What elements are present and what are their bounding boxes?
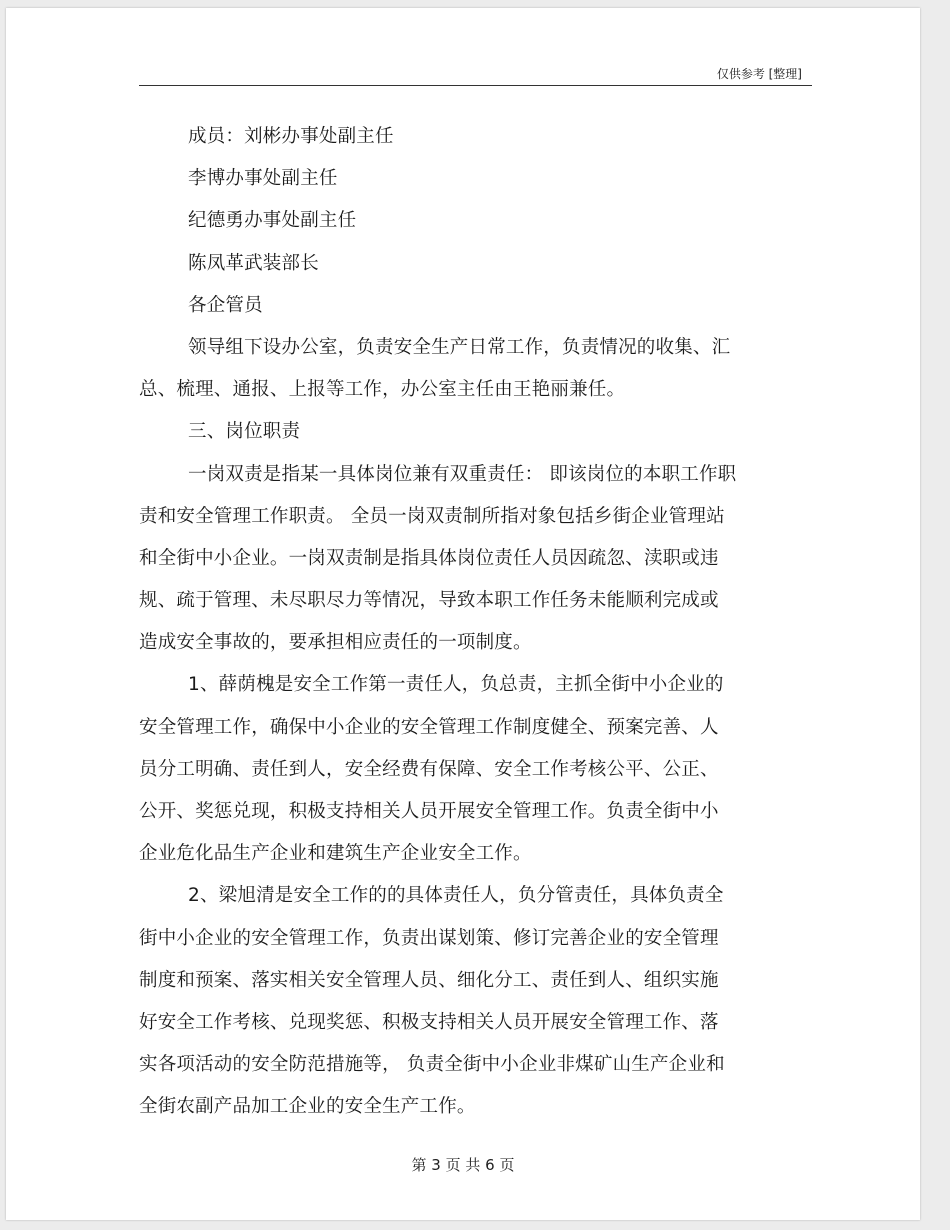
- document-body: [139, 116, 799, 1129]
- text-line: 好安全工作考核、兑现奖惩、积极支持相关人员开展安全管理工作、落: [139, 1011, 719, 1033]
- text-line: 企业危化品生产企业和建筑生产企业安全工作。: [139, 843, 532, 865]
- text-line: 造成安全事故的，要承担相应责任的一项制度。: [139, 632, 532, 654]
- document-page: [6, 8, 920, 1220]
- text-line: 纪德勇办事处副主任: [188, 210, 357, 232]
- text-line: 1、薛荫槐是安全工作第一责任人，负总责，主抓全街中小企业的: [188, 674, 724, 696]
- text-line: 制度和预案、落实相关安全管理人员、细化分工、责任到人、组织实施: [139, 969, 719, 991]
- text-line: 实各项活动的安全防范措施等， 负责全街中小企业非煤矿山生产企业和: [139, 1054, 725, 1076]
- text-line: 规、疏于管理、未尽职尽力等情况，导致本职工作任务未能顺利完成或: [139, 590, 719, 612]
- text-line: 成员：刘彬办事处副主任: [188, 126, 394, 147]
- text-line: 一岗双责是指某一具体岗位兼有双重责任： 即该岗位的本职工作职: [188, 463, 737, 485]
- text-line: 2、梁旭清是安全工作的的具体责任人，负分管责任，具体负责全: [188, 885, 724, 907]
- text-line: 各企管员: [188, 294, 263, 316]
- section-heading: 三、岗位职责: [188, 421, 301, 443]
- text-line: 李博办事处副主任: [188, 168, 338, 190]
- text-line: 总、梳理、通报、上报等工作，办公室主任由王艳丽兼任。: [139, 379, 626, 401]
- header-divider: [139, 85, 812, 86]
- text-line: 街中小企业的安全管理工作，负责出谋划策、修订完善企业的安全管理: [139, 927, 719, 949]
- text-line: 全街农副产品加工企业的安全生产工作。: [139, 1096, 476, 1118]
- text-line: 公开、奖惩兑现，积极支持相关人员开展安全管理工作。负责全街中小: [139, 801, 719, 822]
- page-number: 第 3 页 共 6 页: [411, 1156, 515, 1174]
- text-line: 员分工明确、责任到人，安全经费有保障、安全工作考核公平、公正、: [139, 758, 719, 780]
- text-line: 和全街中小企业。一岗双责制是指具体岗位责任人员因疏忽、渎职或违: [139, 547, 719, 569]
- header-label: 仅供参考 [整理]: [716, 67, 802, 81]
- text-line: 责和安全管理工作职责。 全员一岗双责制所指对象包括乡街企业管理站: [139, 505, 725, 527]
- text-line: 陈凤革武装部长: [188, 252, 319, 274]
- text-line: 安全管理工作，确保中小企业的安全管理工作制度健全、预案完善、人: [139, 716, 719, 738]
- text-line: 领导组下设办公室，负责安全生产日常工作，负责情况的收集、汇: [188, 336, 731, 358]
